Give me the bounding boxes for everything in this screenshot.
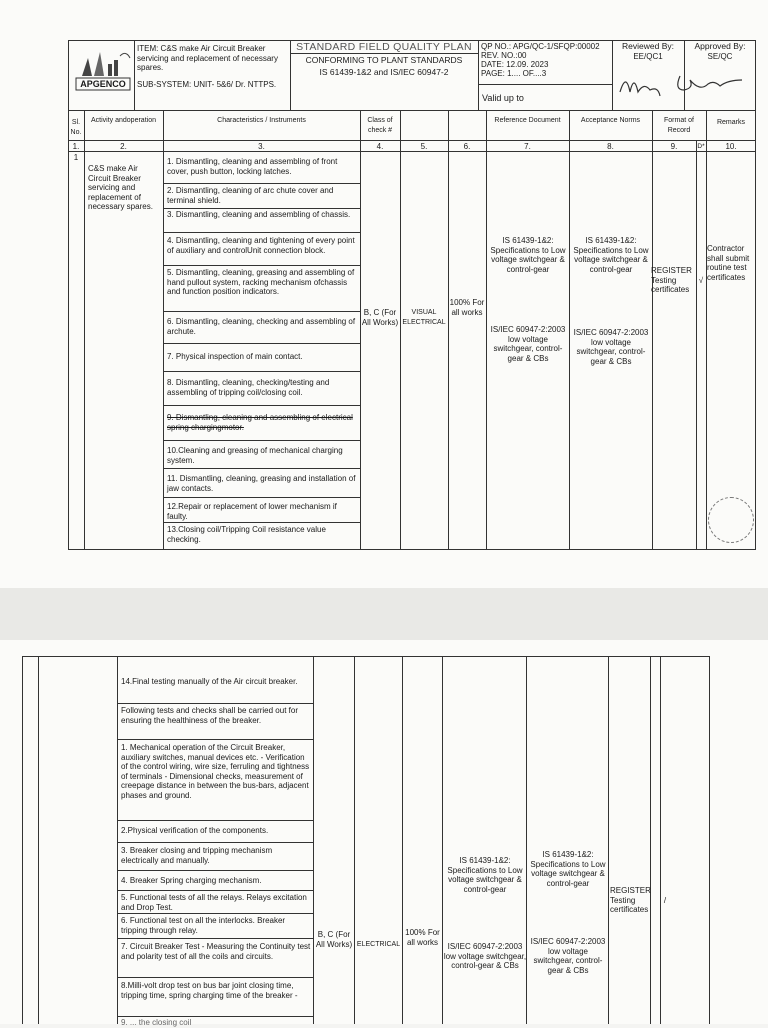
col-num-9: 9. <box>670 142 678 151</box>
row1-item-3: 3. Dismantling, cleaning and assembling of chassis. <box>167 210 351 219</box>
p2-class: B, C (For All Works) <box>315 930 353 949</box>
p2-acc-a: IS 61439-1&2: Specifications to Low voltage switchgear & control-gear <box>530 850 606 888</box>
row1-item-9: 9. Dismantling, cleaning and assembling of electrical spring chargingmotor. <box>167 413 353 432</box>
col-num-7: 7. <box>524 142 531 151</box>
company-name: APGENCO <box>80 79 126 89</box>
col-num-4: 4. <box>376 142 384 151</box>
row1-item-12: 12.Repair or replacement of lower mechanism if faulty. <box>167 502 337 521</box>
p2-test-6: 6. Functional test on all the interlocks. Breaker tripping through relay. <box>121 916 286 935</box>
col-activity: Activity andoperation <box>91 117 156 124</box>
row1-acc-b: IS/IEC 60947-2:2003 low voltage switchgear, control-gear & CBs <box>573 328 649 366</box>
row1-item-7: 7. Physical inspection of main contact. <box>167 352 303 361</box>
p2-tick: / <box>663 896 667 905</box>
plan-title: STANDARD FIELD QUALITY PLAN <box>296 41 472 53</box>
approved-by: SE/QC <box>707 52 733 61</box>
col-num-8: 8. <box>607 142 614 151</box>
col-characteristics: Characteristics / Instruments <box>217 117 306 124</box>
item-text: ITEM: C&S make Air Circuit Breaker servicing and replacement of necessary spares. <box>137 44 278 72</box>
subsystem-text: SUB-SYSTEM: UNIT- 5&6/ Dr. NTTPS. <box>137 80 277 89</box>
col-num-10: 10. <box>725 142 737 151</box>
approved-label: Approved By: <box>694 41 746 51</box>
row1-item-10: 10.Cleaning and greasing of mechanical charging system. <box>167 446 343 465</box>
row1-check: VISUAL ELECTRICAL <box>402 309 446 326</box>
reviewed-label: Reviewed By: <box>622 41 674 51</box>
p2-check: ELECTRICAL <box>356 941 401 948</box>
row1-class: B, C (For All Works) <box>361 308 399 327</box>
col-num-6: 6. <box>463 142 471 151</box>
row1-tick: √ <box>698 276 704 285</box>
col-remarks: Remarks <box>716 119 745 126</box>
p2-test-5: 5. Functional tests of all the relays. Relays excitation and Drop Test. <box>121 893 307 912</box>
p2-item-14: 14.Final testing manually of the Air circuit breaker. <box>121 677 298 686</box>
p2-format: REGISTER Testing certificates <box>610 886 651 914</box>
col-acceptance: Acceptance Norms <box>580 117 641 124</box>
p2-test-2: 2.Physical verification of the components. <box>121 826 269 835</box>
p2-acc-b: IS/IEC 60947-2:2003 low voltage switchgear, control-gear & CBs <box>530 937 606 975</box>
row1-item-5: 5. Dismantling, cleaning, greasing and assembling of hand pullout system, racking mechanism ofchassis and function position indicators. <box>167 268 355 296</box>
row1-item-1: 1. Dismantling, cleaning and assembling of front cover, push button, locking latches. <box>167 157 338 176</box>
col-class: Class of check # <box>367 117 393 134</box>
row1-item-6: 6. Dismantling, cleaning, checking and assembling of archute. <box>167 317 356 336</box>
qp-number: QP NO.: APG/QC-1/SFQP:00002 <box>481 42 600 51</box>
col-num-5: 5. <box>420 142 428 151</box>
p2-test-3: 3. Breaker closing and tripping mechanism electrically and manually. <box>121 846 273 865</box>
row1-acc-a: IS 61439-1&2: Specifications to Low voltage switchgear & control-gear <box>573 236 649 274</box>
col-format: Format of Record <box>664 117 694 134</box>
col-num-d: D* <box>697 143 705 150</box>
col-sl: Sl. No. <box>70 119 82 136</box>
row1-ref-a: IS 61439-1&2: Specifications to Low voltage switchgear & control-gear <box>490 236 566 274</box>
conforming-text: CONFORMING TO PLANT STANDARDS <box>305 55 463 65</box>
doc-date: DATE: 12.09. 2023 <box>481 60 549 69</box>
signatures-icon <box>616 66 752 106</box>
p2-ref-b: IS/IEC 60947-2:2003 low voltage switchgear, control-gear & CBs <box>443 942 527 970</box>
valid-up-to: Valid up to <box>482 93 524 103</box>
row1-remarks: Contractor shall submit routine test certificates <box>707 244 750 282</box>
row1-extent: 100% For all works <box>449 298 485 317</box>
seal-stamp-icon <box>708 497 754 543</box>
row1-activity: C&S make Air Circuit Breaker servicing and replacement of necessary spares. <box>88 164 153 211</box>
col-reference: Reference Document <box>494 117 561 124</box>
p2-test-7: 7. Circuit Breaker Test - Measuring the Continuity test and polarity test of all the coils and circuits. <box>121 942 311 961</box>
page-gap <box>0 588 768 640</box>
col-num-3: 3. <box>258 142 265 151</box>
col-num-2: 2. <box>120 142 127 151</box>
p2-extent: 100% For all works <box>405 928 440 947</box>
row1-item-4: 4. Dismantling, cleaning and tightening of every point of auxiliary and controlUnit connection block. <box>167 236 355 255</box>
standards-text: IS 61439-1&2 and IS/IEC 60947-2 <box>319 67 449 77</box>
reviewed-by: EE/QC1 <box>633 52 663 61</box>
p2-test-4: 4. Breaker Spring charging mechanism. <box>121 876 262 885</box>
p2-test-9: 9. ... the closing coil <box>121 1018 192 1027</box>
p2-ref-a: IS 61439-1&2: Specifications to Low voltage switchgear & control-gear <box>447 856 523 894</box>
row1-sl: 1 <box>73 153 79 162</box>
row1-item-11: 11. Dismantling, cleaning, greasing and installation of jaw contacts. <box>167 474 356 493</box>
row1-item-13: 13.Closing coil/Tripping Coil resistance value checking. <box>167 525 326 544</box>
p2-test-8: 8.Milli-volt drop test on bus bar joint closing time, tripping time, spring charging time of the breaker - <box>121 981 298 1000</box>
p2-tests-intro: Following tests and checks shall be carried out for ensuring the healthiness of the breaker. <box>121 706 298 725</box>
row1-item-8: 8. Dismantling, cleaning, checking/testing and assembling of tripping coil/closing coil. <box>167 378 330 397</box>
row1-item-2: 2. Dismantling, cleaning of arc chute cover and terminal shield. <box>167 186 334 205</box>
row1-format: REGISTER Testing certificates <box>651 266 692 294</box>
p2-test-1: 1. Mechanical operation of the Circuit Breaker, auxiliary switches, manual devices etc. - Verification of the control wiring, wire size, ferruling and tightness of terminals - Dimensional checks, measurement of creepage distance in between the bus-bars, adjacent phases and ground. <box>121 743 310 800</box>
row1-ref-b: IS/IEC 60947-2:2003 low voltage switchgear, control-gear & CBs <box>490 325 566 363</box>
rev-number: REV. NO.:00 <box>481 51 527 60</box>
col-num-1: 1. <box>72 142 80 151</box>
page-number: PAGE: 1.... OF....3 <box>481 69 547 78</box>
